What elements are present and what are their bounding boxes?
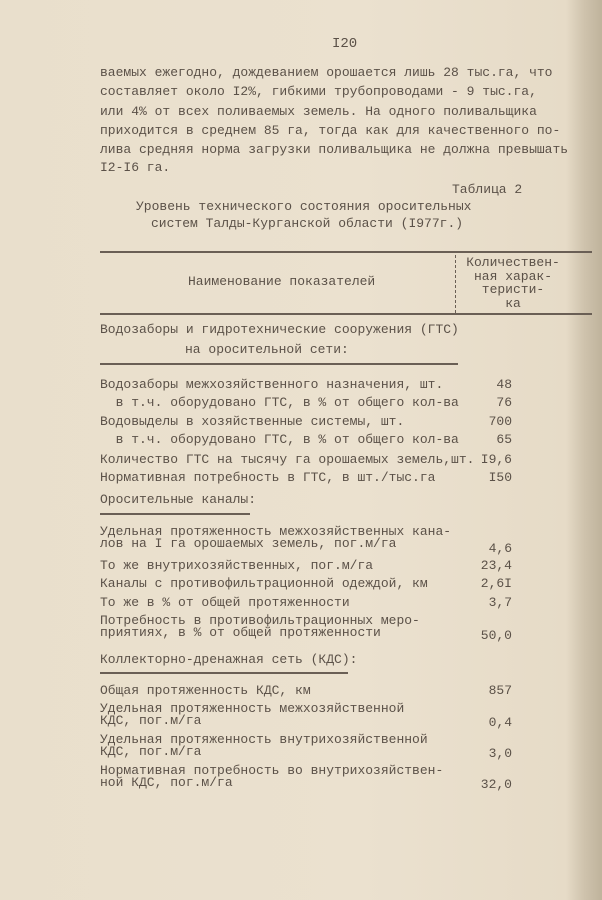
section-title: Коллекторно-дренажная сеть (КДС): <box>100 652 358 667</box>
row-value: 4,6 <box>488 541 512 556</box>
row-label: Водовыделы в хозяйственные системы, шт. <box>100 414 405 429</box>
header-indicator-name: Наименование показателей <box>188 274 376 289</box>
row-label: Количество ГТС на тысячу га орошаемых земель,шт. <box>100 452 475 467</box>
page-number: I20 <box>332 36 358 52</box>
paragraph-line: составляет около I2%, гибкими трубопроводами - 9 тыс.га, <box>100 84 537 99</box>
row-label: Общая протяженность КДС, км <box>100 683 311 698</box>
row-value: 76 <box>496 395 512 410</box>
row-label: То же в % от общей протяженности <box>100 595 350 610</box>
section-underline <box>100 672 348 674</box>
row-value: 32,0 <box>480 777 512 792</box>
section-title: Водозаборы и гидротехнические сооружения (ГТС) <box>100 322 459 337</box>
row-label: Удельная протяженность межхозяйственных кана- лов на I га орошаемых земель, пог.м/га <box>100 524 452 551</box>
table-title-line: Уровень технического состояния оросительных <box>136 199 472 214</box>
row-label: Нормативная потребность в ГТС, в шт./тыс.га <box>100 470 436 485</box>
row-value: 50,0 <box>480 628 512 643</box>
row-label: Каналы с противофильтрационной одеждой, км <box>100 576 428 591</box>
row-value: I9,6 <box>480 452 512 467</box>
table-label: Таблица 2 <box>452 182 523 197</box>
row-value: I50 <box>488 470 512 485</box>
row-label: Удельная протяженность межхозяйственной КДС, пог.м/га <box>100 701 405 728</box>
paragraph-line: приходится в среднем 85 га, тогда как для качественного по- <box>100 123 561 138</box>
table-header-rule <box>100 313 592 315</box>
row-value: 3,0 <box>488 746 512 761</box>
row-value: 3,7 <box>488 595 512 610</box>
row-label: Удельная протяженность внутрихозяйственной КДС, пог.м/га <box>100 732 428 759</box>
row-label: в т.ч. оборудовано ГТС, в % от общего кол-ва <box>100 395 459 410</box>
paragraph-line: или 4% от всех поливаемых земель. На одного поливальщика <box>100 104 537 119</box>
header-quantity: Количествен- ная харак- теристи- ка <box>466 255 560 311</box>
row-value: 2,6I <box>480 576 512 591</box>
table-title-line: систем Талды-Курганской области (I977г.) <box>151 216 464 231</box>
section-underline <box>100 513 250 515</box>
table-top-rule <box>100 251 592 253</box>
section-underline <box>100 363 458 365</box>
row-value: 857 <box>488 683 512 698</box>
row-value: 65 <box>496 432 512 447</box>
row-label: Потребность в противофильтрационных меро- приятиях, в % от общей протяженности <box>100 613 420 640</box>
section-title: Оросительные каналы: <box>100 492 257 507</box>
row-label: Водозаборы межхозяйственного назначения, шт. <box>100 377 444 392</box>
row-value: 0,4 <box>488 715 512 730</box>
row-label: То же внутрихозяйственных, пог.м/га <box>100 558 374 573</box>
paragraph-line: лива средняя норма загрузки поливальщика не должна превышать <box>100 142 569 157</box>
row-label: Нормативная потребность во внутрихозяйствен- ной КДС, пог.м/га <box>100 763 444 790</box>
row-label: в т.ч. оборудовано ГТС, в % от общего кол-ва <box>100 432 459 447</box>
row-value: 48 <box>496 377 512 392</box>
header-column-divider <box>455 255 456 313</box>
paragraph-line: ваемых ежегодно, дождеванием орошается лишь 28 тыс.га, что <box>100 65 553 80</box>
section-title: на оросительной сети: <box>185 342 349 357</box>
row-value: 23,4 <box>480 558 512 573</box>
paragraph-line: I2-I6 га. <box>100 160 171 175</box>
row-value: 700 <box>488 414 512 429</box>
